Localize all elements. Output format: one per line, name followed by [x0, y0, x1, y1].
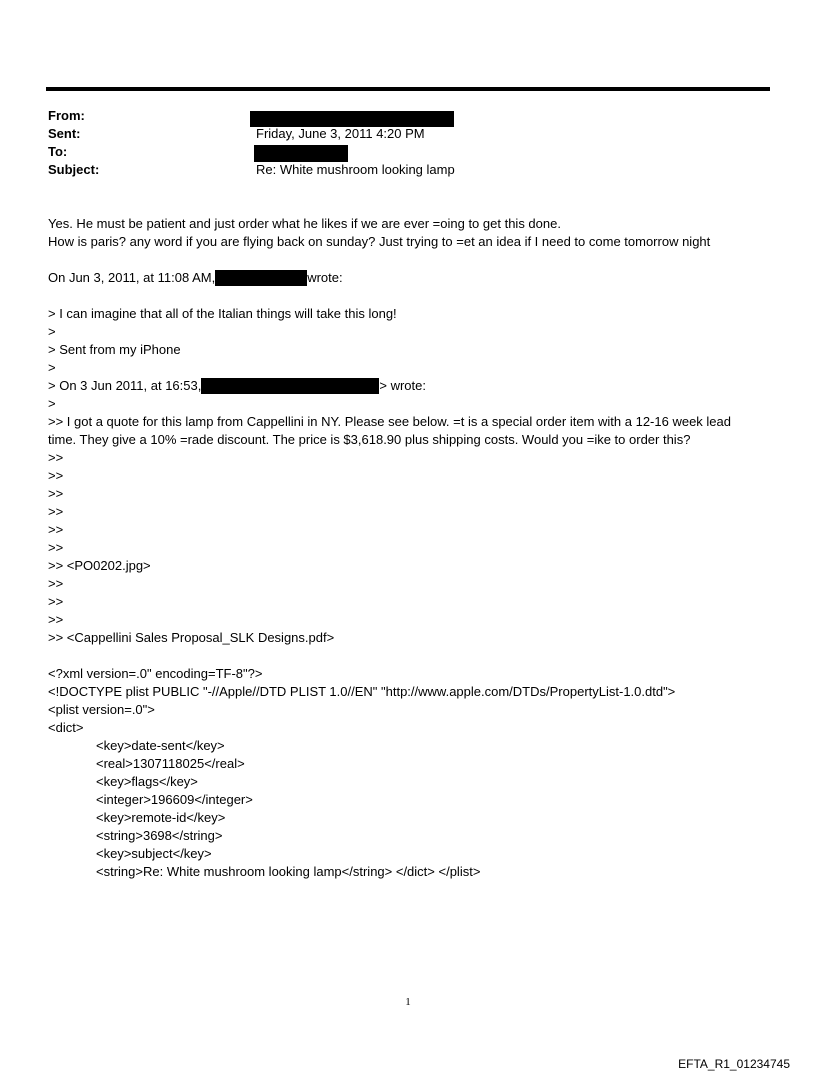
redacted-from [250, 111, 454, 127]
xml-line: <integer>196609</integer> [96, 792, 253, 807]
quoted-line: >> [48, 468, 64, 483]
body-paragraph: How is paris? any word if you are flying back on sunday? Just trying to =et an idea if I need to come tomorrow night [48, 234, 711, 249]
quoted-line: >> [48, 594, 64, 609]
quoted-line: time. They give a 10% =rade discount. The price is $3,618.90 plus shipping costs. Would you =ike to order this? [48, 432, 691, 447]
xml-line: <string>3698</string> [96, 828, 223, 843]
subject-value: Re: White mushroom looking lamp [256, 162, 455, 177]
xml-line: <key>remote-id</key> [96, 810, 226, 825]
header-rule [46, 87, 770, 91]
redacted-sender-2 [201, 378, 379, 394]
body-paragraph: Yes. He must be patient and just order what he likes if we are ever =oing to get this done. [48, 216, 561, 231]
quoted-line: > Sent from my iPhone [48, 342, 181, 357]
redacted-to [254, 145, 348, 162]
quoted-line: >> [48, 540, 64, 555]
xml-line: <key>flags</key> [96, 774, 198, 789]
from-label: From: [48, 108, 85, 123]
quoted-line: >> [48, 576, 64, 591]
quoted-line: >> [48, 504, 64, 519]
sent-label: Sent: [48, 126, 81, 141]
xml-line: <key>date-sent</key> [96, 738, 225, 753]
quoted-line: > [48, 396, 56, 411]
xml-line: <dict> [48, 720, 84, 735]
xml-line: <plist version=.0"> [48, 702, 155, 717]
sent-value: Friday, June 3, 2011 4:20 PM [256, 126, 425, 141]
quoted-line: > I can imagine that all of the Italian things will take this long! [48, 306, 397, 321]
attachment-line: >> <PO0202.jpg> [48, 558, 151, 573]
quote-intro-suffix: wrote: [307, 270, 343, 285]
page-number: 1 [405, 996, 411, 1008]
subject-label: Subject: [48, 162, 100, 177]
quoted-line: >> [48, 522, 64, 537]
quoted-line: > [48, 324, 56, 339]
to-label: To: [48, 144, 68, 159]
redacted-sender [215, 270, 307, 286]
bates-stamp: EFTA_R1_01234745 [678, 1057, 790, 1071]
quoted-line: >> [48, 486, 64, 501]
xml-line: <real>1307118025</real> [96, 756, 245, 771]
xml-line: <string>Re: White mushroom looking lamp</string> </dict> </plist> [96, 864, 481, 879]
quoted-intro-prefix: > On 3 Jun 2011, at 16:53, [48, 378, 202, 393]
quoted-line: >> I got a quote for this lamp from Cappellini in NY. Please see below. =t is a special order item with a 12-16 week lead [48, 414, 731, 429]
quoted-intro-line-2 [48, 378, 426, 394]
quoted-line: >> [48, 612, 64, 627]
quoted-line: > [48, 360, 56, 375]
xml-line: <?xml version=.0" encoding=TF-8"?> [48, 666, 263, 681]
quoted-intro-suffix: > wrote: [379, 378, 426, 393]
xml-line: <key>subject</key> [96, 846, 212, 861]
attachment-line: >> <Cappellini Sales Proposal_SLK Designs.pdf> [48, 630, 335, 645]
xml-line: <!DOCTYPE plist PUBLIC "-//Apple//DTD PLIST 1.0//EN" "http://www.apple.com/DTDs/PropertyList-1.0.dtd"> [48, 684, 676, 699]
quote-intro-line [48, 270, 343, 286]
quote-intro-prefix: On Jun 3, 2011, at 11:08 AM, [48, 270, 216, 285]
quoted-line: >> [48, 450, 64, 465]
